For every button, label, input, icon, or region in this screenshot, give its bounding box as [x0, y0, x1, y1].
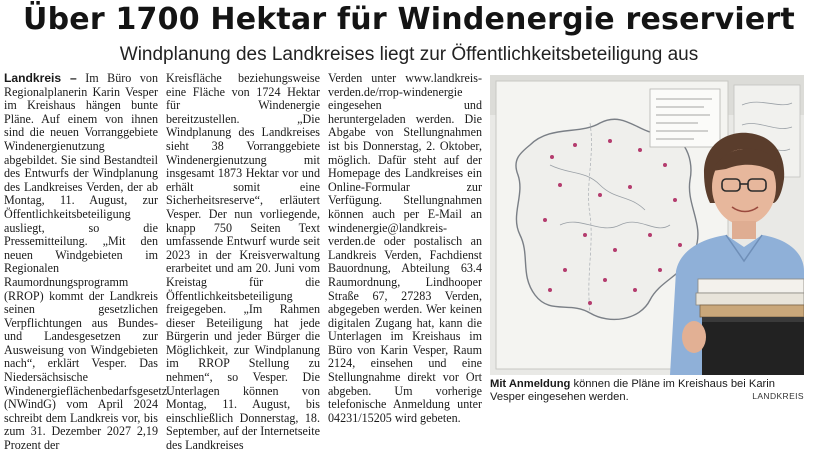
- article-column-3: Verden unter www.landkreis-verden.de/rrop-windenergie eingesehen und heruntergeladen werden. Die Abgabe von Stellungnahmen ist bis Donnerstag, 2. Oktober, möglich. Dafür steht auf der Homepage des Landkreises ein Online-Formular zur Verfügung. Stellungnahmen können auch per E-Mail an windenergie@landkreis-verden.de oder postalisch an Landkreis Verden, Fachdienst Bauordnung, Abteilung 63.4 Raumordnung, Lindhooper Straße 67, 27283 Verden, abgegeben werden. Wer keinen digitalen Zugang hat, kann die Unterlagen im Kreishaus im Büro von Karin Vesper, Raum 2124, einsehen und eine Stellungnahme direkt vor Ort abgeben. Um vorherige telefonische Anmeldung unter 04231/15205 wird gebeten.: [328, 71, 482, 425]
- map-legend: [650, 89, 720, 147]
- article-photo: [490, 75, 804, 375]
- photo-illustration: [490, 75, 804, 375]
- article-column-1: [4, 71, 168, 453]
- photo-credit: LANDKREIS: [752, 391, 804, 401]
- dateline: Landkreis –: [4, 71, 77, 85]
- caption-lead: Mit Anmeldung: [490, 378, 571, 390]
- article-text-col1: Im Büro von Regionalplanerin Karin Vesper im Kreishaus hängen bunte Pläne. Auf einem von ihnen sind die neuen Vorranggebiete Windenergienutzung abgebildet. Sie sind Bestandteil des Entwurfs der Windplanung des Landkreises Verden, der ab Montag, 11. August, zur Öffentlichkeitsbeteiligung ausliegt, so die Pressemitteilung. „Mit den neuen Windgebieten im Regionalen Raumordnungsprogramm (RROP) kommt der Landkreis seinen gesetzlichen Verpflichtungen aus Bundes- und Landesgesetzen zur Ausweisung von Windgebieten nach“, erklärt Vesper. Das Niedersächsische Windenergieflächenbedarfsgesetz (NWindG) vom April 2024 schreibt dem Landkreis vor, bis zum 31. Dezember 2027 2,19 Prozent der: [4, 71, 168, 453]
- binders: [696, 279, 804, 375]
- article-column-2: Kreisfläche beziehungsweise eine Fläche von 1724 Hektar für Windenergie bereitzustellen. „Die Windplanung des Landkreises sieht 38 Vorranggebiete Windenergienutzung mit insgesamt 1873 Hektar vor und erhält somit eine Sicherheitsreserve“, erläutert Vesper. Der nun vorliegende, knapp 750 Seiten Text umfassende Entwurf wurde seit 2023 in der Kreisverwaltung erarbeitet und am 20. Juni vom Kreistag für die Öffentlichkeitsbeteiligung freigegeben. „Im Rahmen dieser Beteiligung hat jede Bürgerin und jeder Bürger die Möglichkeit, zur Windplanung im RROP Stellung zu nehmen“, so Vesper. Die Unterlagen können von Montag, 11. August, bis einschließlich Donnerstag, 18. September, auf der Internetseite des Landkreises: [166, 71, 320, 453]
- caption-text: können die Pläne im Kreishaus bei Karin Vesper eingesehen werden.: [490, 378, 775, 404]
- subheadline: Windplanung des Landkreises liegt zur Öffentlichkeitsbeteiligung aus: [119, 44, 699, 65]
- headline: Über 1700 Hektar für Windenergie reserviert: [23, 2, 795, 37]
